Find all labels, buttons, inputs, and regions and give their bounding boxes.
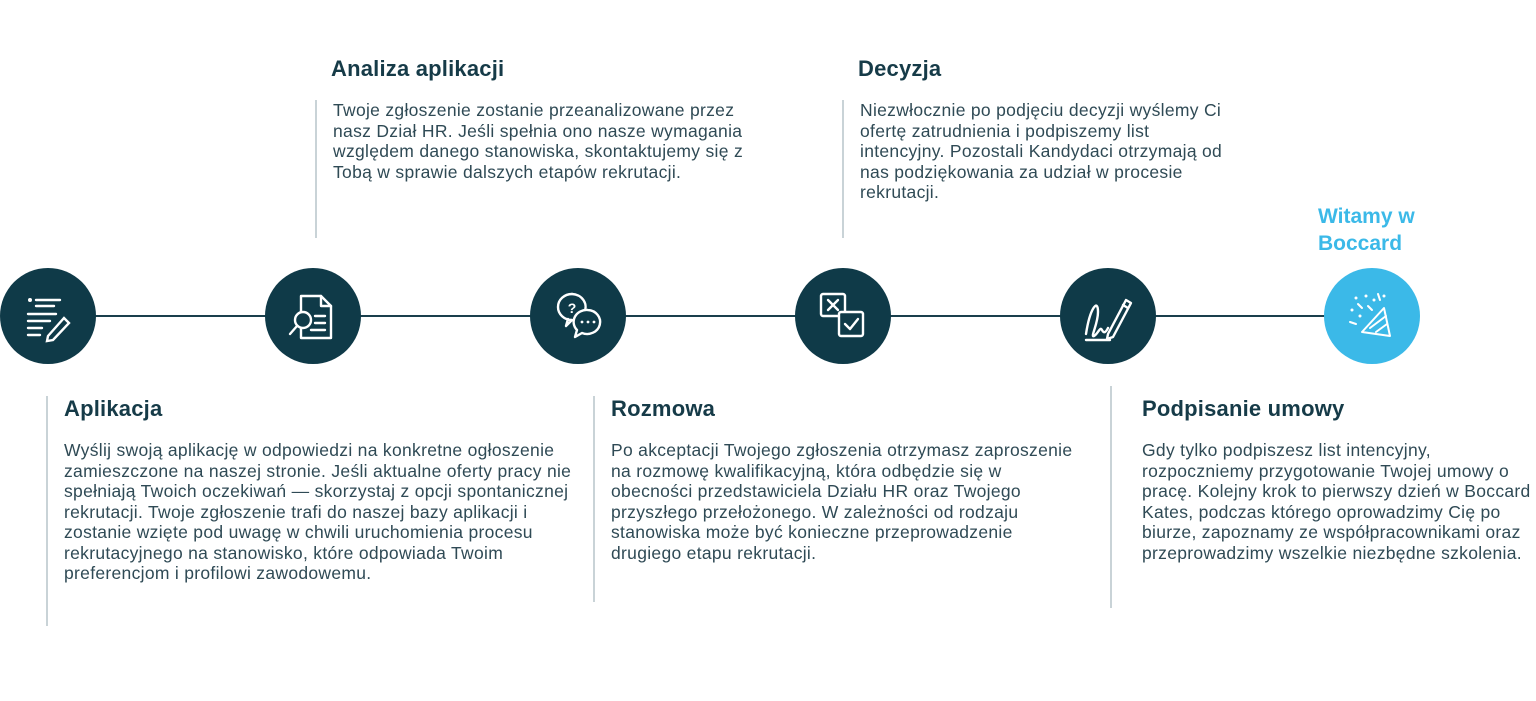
step-aplikacja [46, 396, 584, 626]
step-description: Gdy tylko podpiszesz list intencyjny, rozpoczniemy przygotowanie Twojej umowy o pracę. Kolejny krok to pierwszy dzień w Boccard Kates, podczas którego oprowadzimy Cię po biurze, zapoznamy ze współpracownikami oraz przeprowadzimy wszelkie niezbędne szkolenia. [1142, 440, 1531, 563]
step-title: Podpisanie umowy [1142, 396, 1345, 421]
step-node-podpisanie [1060, 268, 1156, 364]
step-description: Po akceptacji Twojego zgłoszenia otrzymasz zaproszenie na rozmowę kwalifikacyjną, która odbędzie się w obecności przedstawiciela Działu HR oraz Twojego przyszłego przełożonego. W zależności od rodzaju stanowiska może być konieczne przeprowadzenie drugiego etapu rekrutacji. [611, 440, 1073, 563]
step-decyzja [842, 56, 1230, 238]
step-node-decyzja [795, 268, 891, 364]
timeline-line [48, 315, 1373, 317]
step-node-aplikacja [0, 268, 96, 364]
svg-text:?: ? [567, 300, 577, 316]
step-description: Twoje zgłoszenie zostanie przeanalizowane przez nasz Dział HR. Jeśli spełnia ono nasze wymagania względem danego stanowiska, skontaktujemy się z Tobą w sprawie dalszych etapów rekrutacji. [333, 100, 743, 182]
step-node-rozmowa [530, 268, 626, 364]
step-description: Niezwłocznie po podjęciu decyzji wyślemy Ci ofertę zatrudnienia i podpiszemy list intencyjny. Pozostali Kandydaci otrzymają od nas podziękowania za udział w procesie rekrutacji. [860, 100, 1223, 202]
step-title: Analiza aplikacji [331, 56, 505, 81]
form-pencil-icon [20, 288, 76, 344]
final-title: Witamy w Boccard [1318, 205, 1415, 255]
step-title: Rozmowa [611, 396, 716, 421]
step-title: Aplikacja [64, 396, 163, 421]
document-search-icon [285, 288, 341, 344]
final-node-witamy [1324, 268, 1420, 364]
step-analiza-aplikacji [315, 56, 773, 238]
step-node-analiza [265, 268, 361, 364]
party-popper-icon [1344, 288, 1400, 344]
step-podpisanie-umowy [1110, 386, 1531, 608]
step-title: Decyzja [858, 56, 942, 81]
step-rozmowa [593, 396, 1091, 602]
step-description: Wyślij swoją aplikację w odpowiedzi na konkretne ogłoszenie zamieszczone na naszej stronie. Jeśli aktualne oferty pracy nie spełniają Twoich oczekiwań — skorzystaj z opcji spontanicznej rekrutacji. Twoje zgłoszenie trafi do naszej bazy aplikacji i zostanie wzięte pod uwagę w chwili uruchomienia procesu rekrutacyjnego na stanowisko, które odpowiada Twoim preferencjom i profilowi zawodowemu. [64, 440, 572, 583]
signature-pen-icon [1080, 288, 1136, 344]
chat-bubbles-icon [550, 288, 606, 344]
decision-check-icon [815, 288, 871, 344]
